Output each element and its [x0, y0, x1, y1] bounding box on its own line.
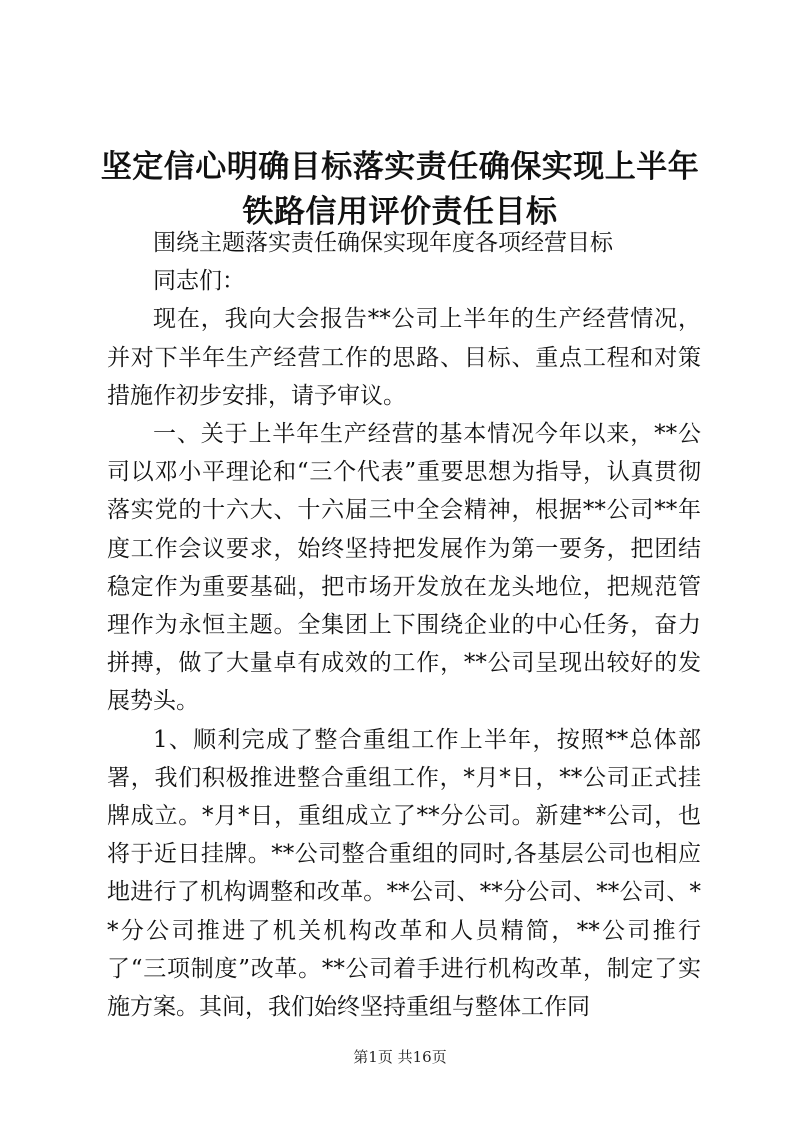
document-body [107, 224, 701, 1026]
body-paragraph: 同志们： [153, 268, 245, 295]
body-paragraph: 1、顺利完成了整合重组工作上半年，按照**总体部署，我们积极推进整合重组工作，*月*日，**公司正式挂牌成立。*月*日，重组成立了**分公司。新建**公司，也将于近日挂牌。**公司整合重组的同时,各基层公司也相应地进行了机构调整和改革。**公司、**分公司、**公司、**分公司推进了机关机构改革和人员精简，**公司推行了“三项制度”改革。**公司着手进行机构改革，制定了实施方案。其间，我们始终坚持重组与整体工作同 [107, 726, 701, 1021]
body-paragraph: 围绕主题落实责任确保实现年度各项经营目标 [153, 230, 613, 256]
document-title: 坚定信心明确目标落实责任确保实现上半年铁路信用评价责任目标 [100, 149, 700, 230]
body-paragraph: 现在，我向大会报告**公司上半年的生产经营情况，并对下半年生产经营工作的思路、目标、重点工程和对策措施作初步安排，请予审议。 [107, 306, 701, 409]
page-number: 第1页 共16页 [353, 1048, 447, 1066]
body-paragraph: 一、关于上半年生产经营的基本情况今年以来，**公司以邓小平理论和“三个代表”重要思想为指导，认真贯彻落实党的十六大、十六届三中全会精神，根据**公司**年度工作会议要求，始终坚持把发展作为第一要务，把团结稳定作为重要基础，把市场开发放在龙头地位，把规范管理作为永恒主题。全集团上下围绕企业的中心任务，奋力拼搏，做了大量卓有成效的工作，**公司呈现出较好的发展势头。 [107, 421, 701, 715]
